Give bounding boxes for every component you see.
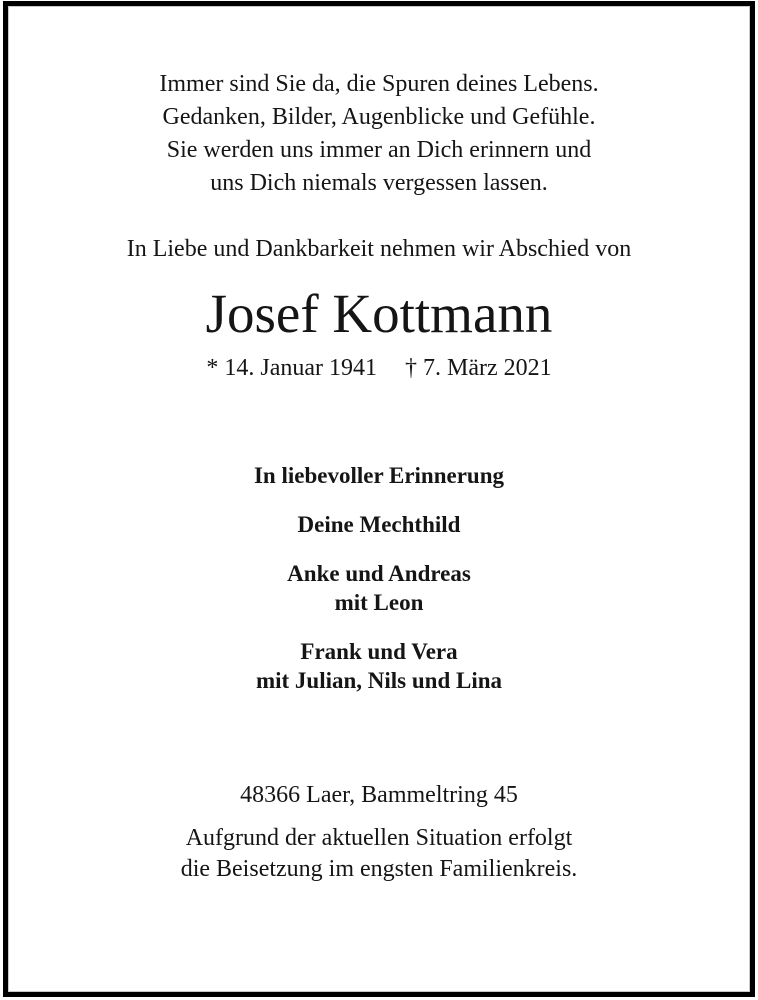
mourner-line: Anke und Andreas: [287, 561, 471, 586]
mourner-entry: [8, 510, 750, 539]
funeral-note: [8, 823, 750, 885]
memorial-poem: [8, 68, 750, 200]
mourners-section: [8, 461, 750, 695]
deceased-name: Josef Kottmann: [205, 283, 553, 344]
farewell-intro-text: In Liebe und Dankbarkeit nehmen wir Abschied von: [126, 236, 632, 262]
note-line: Aufgrund der aktuellen Situation erfolgt: [185, 825, 573, 851]
mourner-line: Deine Mechthild: [297, 512, 461, 537]
mourner-entry: [8, 637, 750, 695]
poem-line: Gedanken, Bilder, Augenblicke und Gefühle.: [162, 104, 596, 130]
address-text: 48366 Laer, Bammeltring 45: [240, 782, 518, 808]
death-date: † 7. März 2021: [405, 355, 552, 381]
mourner-entry: [8, 559, 750, 617]
mourner-line: Frank und Vera: [300, 639, 458, 664]
obituary-content: [8, 6, 750, 992]
note-line: die Beisetzung im engsten Familienkreis.: [180, 856, 578, 882]
life-dates: [8, 352, 750, 384]
mourner-line: mit Julian, Nils und Lina: [255, 668, 503, 693]
memorial-heading: In liebevoller Erinnerung: [253, 463, 505, 488]
birth-date: * 14. Januar 1941: [206, 355, 377, 381]
poem-line: Immer sind Sie da, die Spuren deines Lebens.: [159, 71, 599, 97]
poem-line: Sie werden uns immer an Dich erinnern und: [166, 137, 592, 163]
mourner-line: mit Leon: [334, 590, 424, 615]
poem-line: uns Dich niemals vergessen lassen.: [210, 170, 548, 196]
